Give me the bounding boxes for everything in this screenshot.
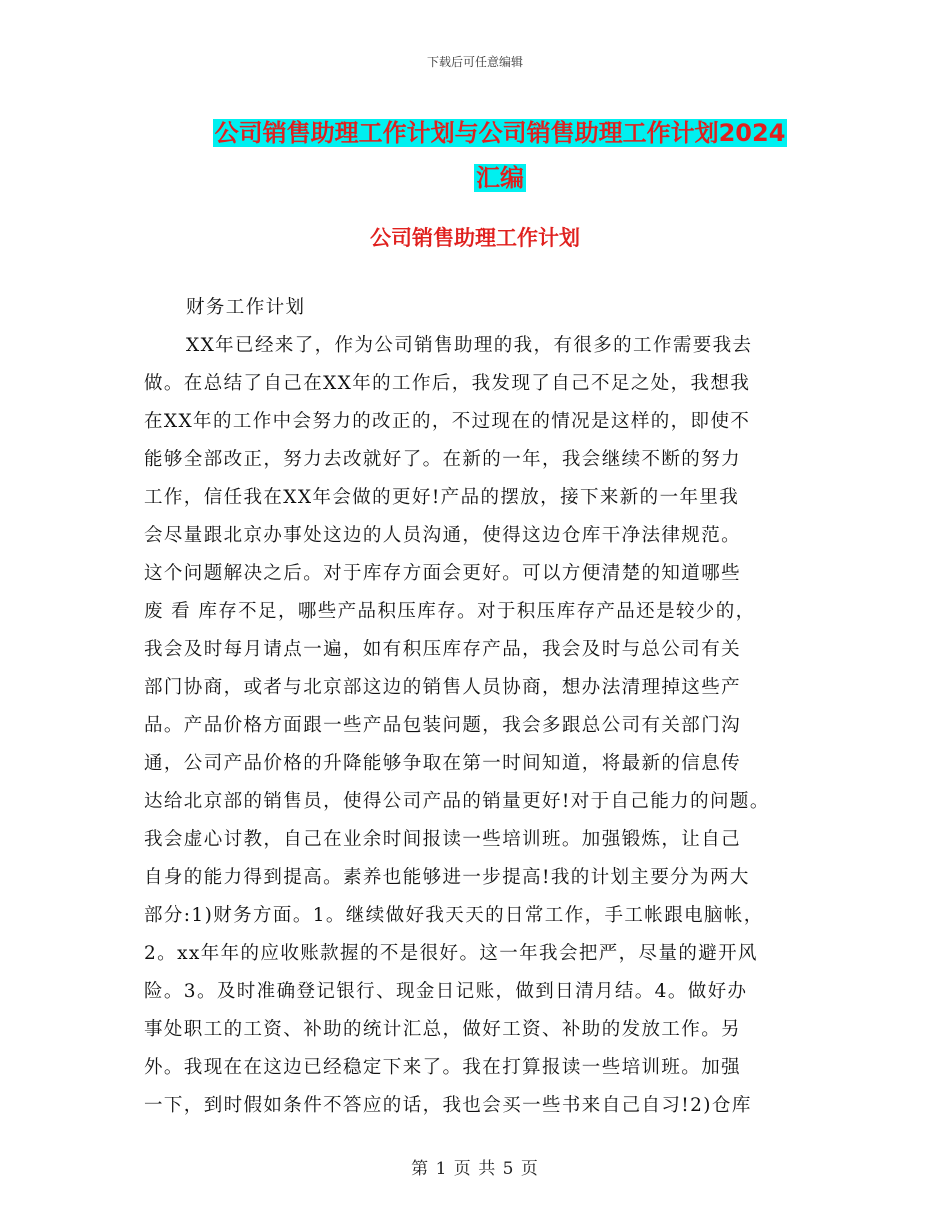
body-line: 会尽量跟北京办事处这边的人员沟通，使得这边仓库干净法律规范。 xyxy=(144,525,742,546)
page-footer: 第 1 页 共 5 页 xyxy=(411,1159,539,1179)
body-line: 2。xx年年的应收账款握的不是很好。这一年我会把严，尽量的避开风 xyxy=(144,943,758,964)
header-note: 下载后可任意编辑 xyxy=(426,55,523,69)
body-line: 我会及时每月请点一遍，如有积压库存产品，我会及时与总公司有关 xyxy=(144,639,742,660)
document-title-line-2: 汇编 xyxy=(476,164,524,192)
body-line: 工作，信任我在XX年会做的更好!产品的摆放，接下来新的一年里我 xyxy=(144,487,740,508)
body-line: 我会虚心讨教，自己在业余时间报读一些培训班。加强锻炼，让自己 xyxy=(144,829,742,850)
body-line: 做。在总结了自己在XX年的工作后，我发现了自己不足之处，我想我 xyxy=(144,373,751,394)
body-line: 一下，到时假如条件不答应的话，我也会买一些书来自己自习!2)仓库 xyxy=(144,1095,752,1116)
section-title: 公司销售助理工作计划 xyxy=(370,226,580,250)
body-line: 能够全部改正，努力去改就好了。在新的一年，我会继续不断的努力 xyxy=(144,449,742,470)
body-line: XX年已经来了，作为公司销售助理的我，有很多的工作需要我去 xyxy=(186,335,753,356)
body-line: 外。我现在在这边已经稳定下来了。我在打算报读一些培训班。加强 xyxy=(144,1057,742,1078)
body-text xyxy=(144,296,824,1132)
paragraph-heading: 财务工作计划 xyxy=(186,297,306,318)
body-line: 部分:1)财务方面。1。继续做好我天天的日常工作，手工帐跟电脑帐， xyxy=(144,905,764,926)
body-line: 部门协商，或者与北京部这边的销售人员协商，想办法清理掉这些产 xyxy=(144,677,742,698)
body-line: 达给北京部的销售员，使得公司产品的销量更好!对于自己能力的问题。 xyxy=(144,791,770,812)
body-line: 事处职工的工资、补助的统计汇总，做好工资、补助的发放工作。另 xyxy=(144,1019,742,1040)
document-title-line-1: 公司销售助理工作计划与公司销售助理工作计划2024 xyxy=(214,119,786,147)
body-line: 通，公司产品价格的升降能够争取在第一时间知道，将最新的信息传 xyxy=(144,753,742,774)
document-title xyxy=(150,111,850,201)
body-line: 险。3。及时准确登记银行、现金日记账，做到日清月结。4。做好办 xyxy=(144,981,748,1002)
body-line: 品。产品价格方面跟一些产品包装问题，我会多跟总公司有关部门沟 xyxy=(144,715,742,736)
body-line: 废 看 库存不足，哪些产品积压库存。对于积压库存产品还是较少的， xyxy=(144,601,756,622)
body-line: 这个问题解决之后。对于库存方面会更好。可以方便清楚的知道哪些 xyxy=(144,563,742,584)
body-line: 在XX年的工作中会努力的改正的，不过现在的情况是这样的，即使不 xyxy=(144,411,751,432)
body-line: 自身的能力得到提高。素养也能够进一步提高!我的计划主要分为两大 xyxy=(144,867,750,888)
